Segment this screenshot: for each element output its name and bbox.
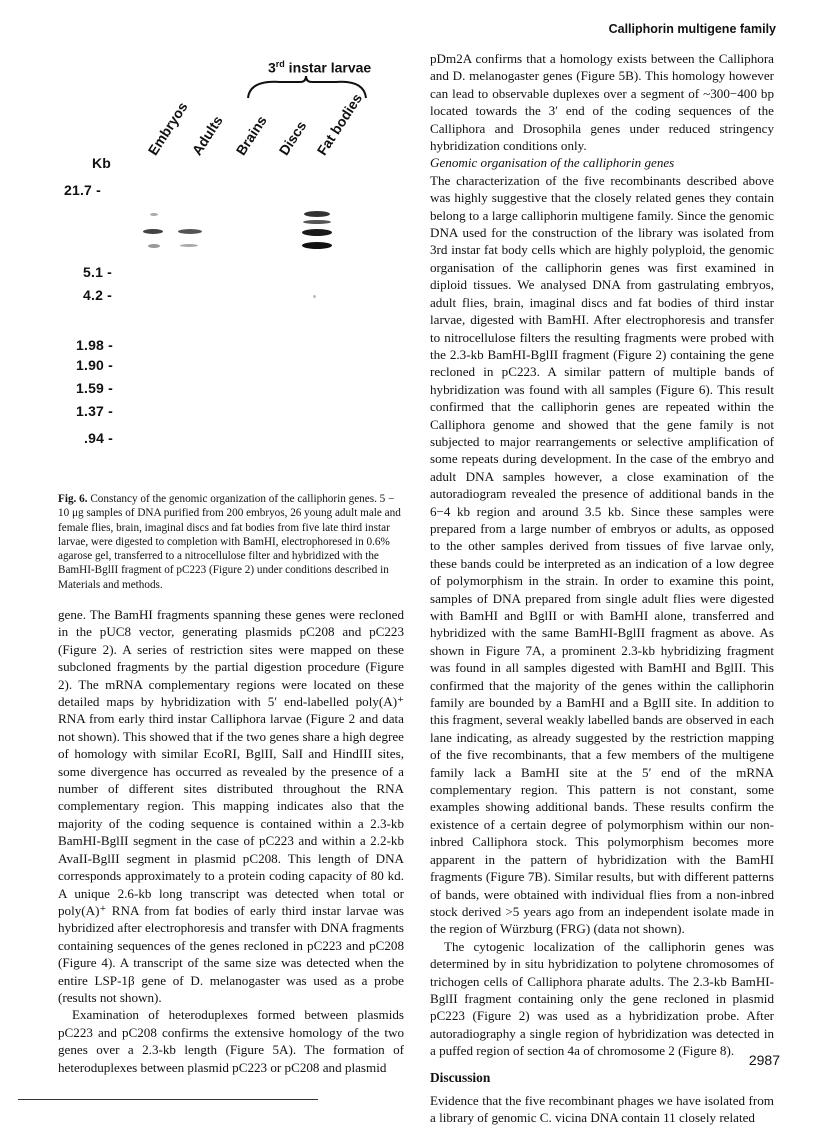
lane-label-embryos: Embryos — [144, 99, 191, 158]
paragraph: Evidence that the five recombinant phages we have isolated from a library of genomic C. vicina DNA contain 11 closely related — [430, 1092, 774, 1126]
gel-band — [148, 244, 160, 248]
lane-label-fat-bodies: Fat bodies — [313, 90, 366, 158]
running-title: Calliphorin multigene family — [608, 22, 776, 36]
gel-band — [150, 213, 158, 216]
paragraph: The characterization of the five recombinants described above was highly suggestive that the closely related genes they contain belong to a large calliphorin multigene family. Since the genomic DNA used for the construction of the library was isolated from 3rd instar fat body cells which are highly polyploid, the genomic organisation of the calliphorin genes was first examined in diploid tissues. We analysed DNA from gastrulating embryos, adult flies, brain, imaginal discs and fat bodies of third instar larvae, digested with BamHI. After electrophoresis and transfer to nitrocellulose filters the resulting fragments were probed with the 2.3-kb BamHI-BglII fragment (Figure 2) containing the gene recloned in pC223. A similar pattern of multiple bands of hybridization was found with all samples (Figure 6). This result confirmed that the calliphorin genes are repeated within the Calliphora genome and showed that the gene family is not subjected to major rearrangements or selective amplification of some repeats during development. In the case of the embryo and adult DNA samples however, a close examination of the autoradiogram revealed the presence of additional bands in the 6−4 kb region and around 3.5 kb. Since these samples were prepared from a large number of embryos or adults, as opposed to the other samples derived from tissues of five larvae only, these bands could be interpreted as an indication of a low degree of polymorphism in the strain. In order to examine this point, samples of DNA prepared from single adult flies were digested with BamHI and BglII or with BamHI alone, transferred and hybridized with the same BamHI-BglII fragment as above. As shown in Figure 7A, a prominent 2.3-kb hybridizing fragment was found in all samples digested with BamHI and BglII. This confirmed that the majority of the genes within the calliphorin family are bounded by a BamHI and a BglII site. In addition to this fragment, several weakly labelled bands are observed in each lane indicating, as already suggested by the restriction mapping of the five recombinants, that a few members of the multigene family lack a BamHI site at the 5′ end of the mRNA complementary region. This pattern is not constant, some examples showing additional bands. These results confirm the existence of a certain degree of polymorphism within our non-inbred Calliphora stock. This polymorphism becomes more apparent in the pattern of hybridization with the BamHI fragments (Figure 7B). Similar results, but with different patterns of bands, were obtained with individual flies from a non-inbred stock derived >5 years ago from an independent isolate made in the region of Würzburg (FRG) (data not shown). — [430, 172, 774, 937]
instar-suffix: rd — [275, 59, 285, 69]
paragraph: gene. The BamHI fragments spanning these genes were recloned in the pUC8 vector, generating plasmids pC208 and pC223 (Figure 2). A series of restriction sites were mapped on these subcloned fragments by the partial digestion procedure (Figure 2). The mRNA complementary regions were located on these detailed maps by hybridization with 5′ end-labelled poly(A)⁺ RNA from early third instar Calliphora larvae (Figure 2 and data not shown). This showed that if the two genes share a high degree of homology with similar EcoRI, BglII, SalI and HindIII sites, some divergence has occurred as revealed by the presence of a number of different sites distributed throughout the RNA complementary region. This mapping indicates also that the majority of the coding sequence is contained within a 2.3-kb BamHI-BglII segment in the case of pC223 and within a 2.2-kb AvaII-BglII segment in plasmid pC208. This length of DNA corresponds approximately to a protein coding capacity of 80 kd. A unique 2.6-kb long transcript was detected when total or poly(A)⁺ RNA from fat bodies of early third instar larvae was hybridized after electrophoresis and transfer with DNA fragments containing sequences of the genes recloned in pC223 and pC208 (Figure 4). A transcript of the same size was detected when the entire LSP-1β gene of D. melanogaster was used as a probe (results not shown). — [58, 607, 404, 1005]
size-marker: 1.90 - — [76, 357, 113, 373]
kb-axis-title: Kb — [92, 155, 112, 171]
size-marker: 1.37 - — [76, 403, 113, 419]
section-heading: Genomic organisation of the calliphorin genes — [430, 155, 675, 171]
paragraph: pDm2A confirms that a homology exists between the Calliphora and D. melanogaster genes (Figure 5B). This homology however can lead to observable duplexes over a segment of ~300−400 bp located towards the 3′ end of the coding sequences of the Calliphora and Drosophila genes under reduced stringency hybridization conditions only. — [430, 51, 774, 154]
gel-band — [180, 244, 198, 247]
gel-band — [303, 220, 331, 224]
lane-label-adults: Adults — [188, 112, 226, 158]
size-marker: .94 - — [84, 430, 114, 446]
size-marker: 4.2 - — [83, 287, 113, 303]
left-column — [58, 606, 404, 1076]
footer-rule — [18, 1099, 318, 1100]
paragraph: The cytogenic localization of the calliphorin genes was determined by in situ hybridization to polytene chromosomes of trichogen cells of Calliphora pharate adults. The 2.3-kb BamHI-BglII fragment containing only the gene recloned in plasmid pC223 (Figure 2) was used as a hybridization probe. After autoradiography a single region of hybridization was detected in a puffed region of section 4a of chromosome 2 (Figure 8). — [430, 938, 774, 1059]
caption-text: Constancy of the genomic organization of the calliphorin genes. 5 − 10 μg samples of DNA purified from 200 embryos, 26 young adult male and female flies, brain, imaginal discs and fat bodies from five late third instar larvae, were digested to completion with BamHI, electrophoresed in 0.6% agarose gel, transferred to a nitrocellulose filter and hybridized with the BamHI-BglII fragment of pC223 (Figure 2) under conditions described in Materials and methods. — [58, 493, 401, 591]
caption-label: Fig. 6. — [58, 493, 88, 505]
paragraph: Examination of heteroduplexes formed between plasmids pC223 and pC208 confirms the extensive homology of the two genes over a 2.3-kb length (Figure 5A). The formation of heteroduplexes between plasmid pC223 or pC208 and plasmid — [58, 1007, 404, 1075]
figure-caption — [58, 492, 404, 592]
lane-label-brains: Brains — [232, 112, 270, 158]
lane-label-discs: Discs — [275, 117, 310, 158]
right-column — [430, 50, 774, 1127]
instar-text: instar larvae — [284, 59, 372, 76]
size-marker: 1.59 - — [76, 380, 113, 396]
gel-band — [304, 211, 330, 217]
gel-band — [178, 229, 202, 234]
gel-band — [313, 295, 316, 298]
page-number: 2987 — [748, 1052, 780, 1068]
instar-number: 3 — [268, 59, 276, 76]
size-marker: 21.7 - — [64, 182, 101, 198]
gel-band — [302, 229, 332, 236]
size-marker: 5.1 - — [83, 264, 113, 280]
gel-band — [302, 242, 332, 249]
section-heading: Discussion — [430, 1069, 491, 1085]
size-marker: 1.98 - — [76, 337, 113, 353]
gel-band — [143, 229, 163, 234]
